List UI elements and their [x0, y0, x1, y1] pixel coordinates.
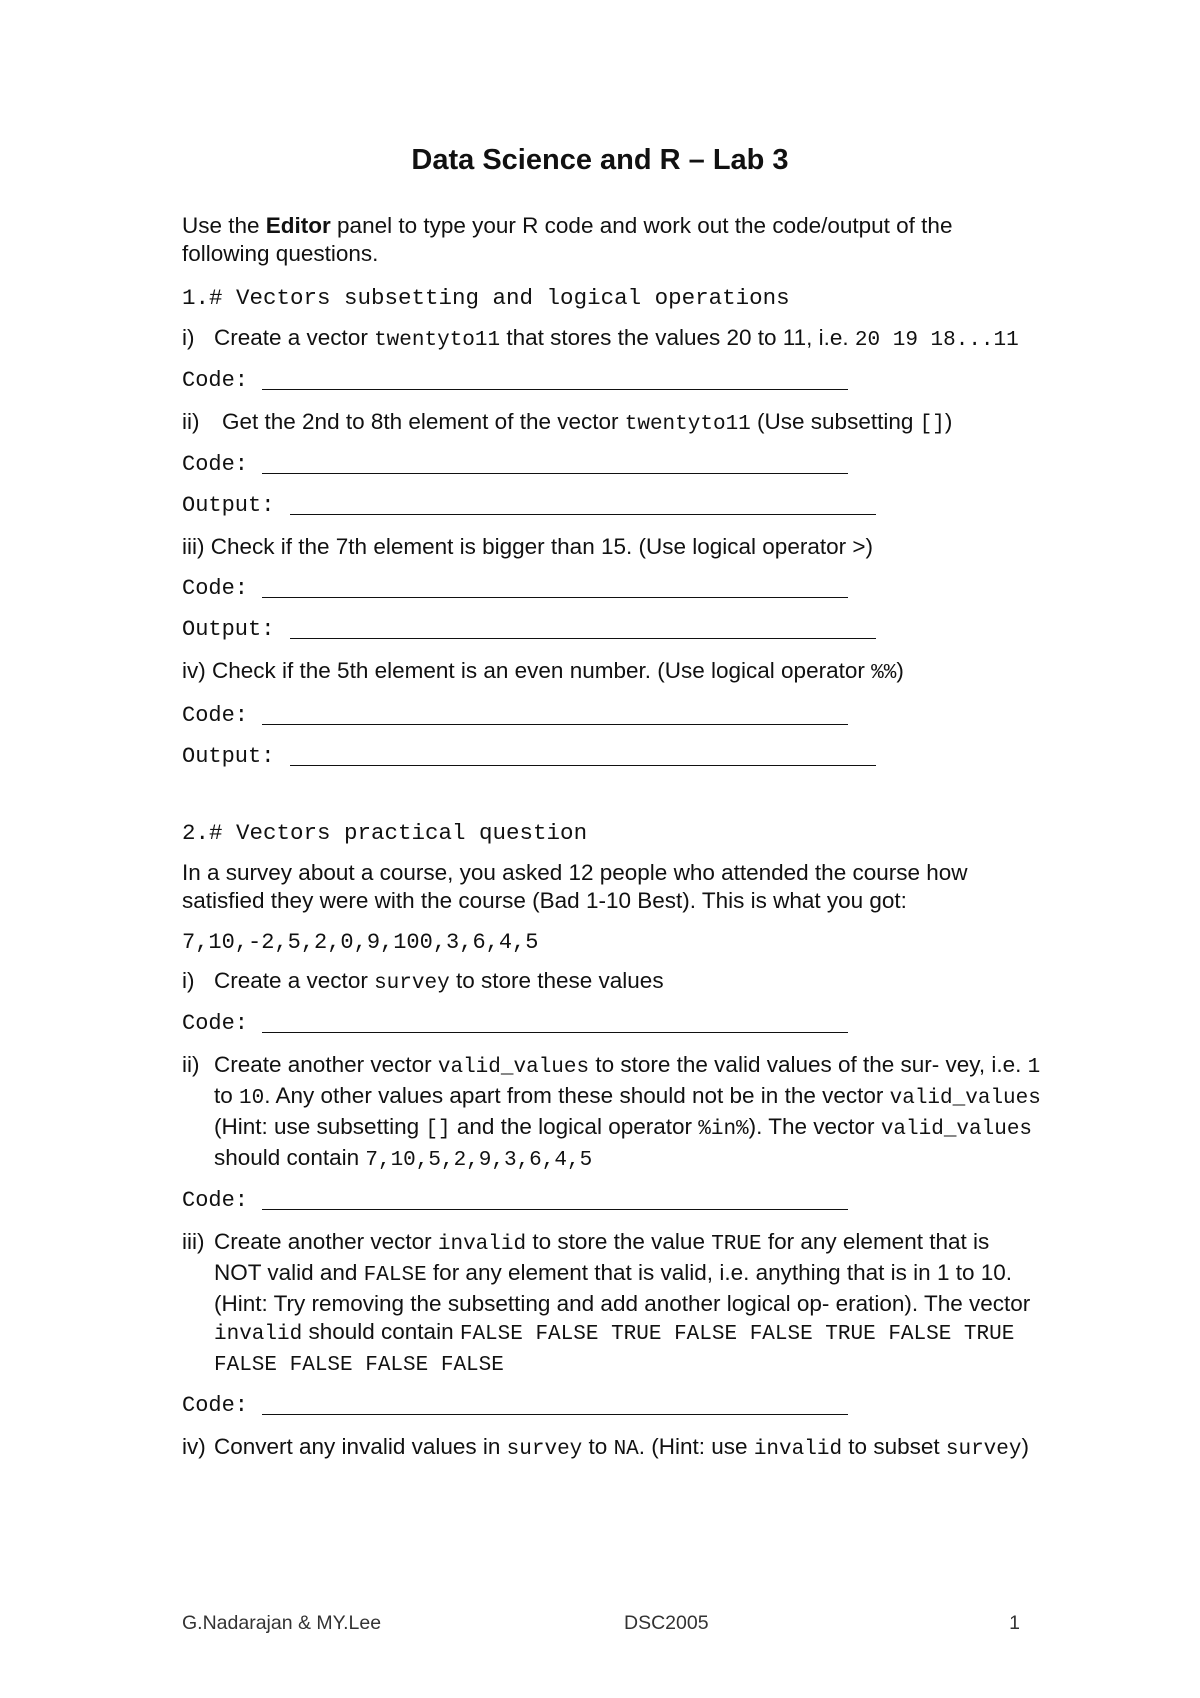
footer-page-number: 1 — [1009, 1612, 1020, 1634]
footer-course: DSC2005 — [624, 1612, 709, 1634]
s1-question-4: iv) Check if the 5th element is an even number. (Use logical operator %%) — [182, 658, 904, 685]
s1-q2-code-answer — [182, 451, 1042, 479]
question-number: i) — [182, 968, 195, 993]
s1-q1-code-answer — [182, 367, 1042, 395]
s1-q3-code-answer — [182, 575, 1042, 603]
s2-question-4 — [182, 1433, 1042, 1464]
code-label: Code: — [182, 1188, 249, 1213]
question-number: iv) — [182, 1434, 206, 1459]
question-number: iii) — [182, 1229, 205, 1254]
answer-line — [262, 724, 848, 725]
answer-line — [262, 1032, 848, 1033]
s1-q2-output-answer — [182, 492, 1042, 520]
s2-q2-code-answer — [182, 1187, 1042, 1215]
output-label: Output: — [182, 493, 275, 518]
question-text: Create a vector twentyto11 that stores the values 20 to 11, i.e. 20 19 18...11 — [214, 325, 1019, 352]
s1-q4-output-answer — [182, 743, 1042, 771]
answer-line — [290, 765, 876, 766]
s2-question-2 — [182, 1051, 1042, 1175]
output-label: Output: — [182, 617, 275, 642]
answer-line — [262, 473, 848, 474]
answer-line — [290, 638, 876, 639]
code-label: Code: — [182, 452, 249, 477]
section-1-heading: 1.# Vectors subsetting and logical operations — [182, 285, 790, 311]
code-label: Code: — [182, 576, 249, 601]
lab-content — [182, 212, 1042, 1476]
question-text: Create another vector valid_values to store the valid values of the sur- vey, i.e. 1 to 10. Any other values apart from these should not be in the vector valid_values (Hint: use subsetting [] and the logical operator %in%). The vector valid_values should contain 7,10,5,2,9,3,6,4,5 — [214, 1052, 1041, 1172]
s1-question-1 — [182, 324, 1042, 355]
code-label: Code: — [182, 368, 249, 393]
s1-question-3: iii) Check if the 7th element is bigger than 15. (Use logical operator >) — [182, 534, 873, 559]
code-label: Code: — [182, 1011, 249, 1036]
answer-line — [262, 1209, 848, 1210]
question-text: Get the 2nd to 8th element of the vector twentyto11 (Use subsetting []) — [222, 409, 953, 436]
s1-q3-output-answer — [182, 616, 1042, 644]
answer-line — [290, 514, 876, 515]
s2-question-1 — [182, 967, 1042, 998]
survey-paragraph: In a survey about a course, you asked 12 people who attended the course how satisfied they were with the course (Bad 1-10 Best). This is what you got: — [182, 860, 968, 913]
s2-q3-code-answer — [182, 1392, 1042, 1420]
survey-values: 7,10,-2,5,2,0,9,100,3,6,4,5 — [182, 930, 539, 955]
code-label: Code: — [182, 703, 249, 728]
intro-text: Use the — [182, 213, 266, 238]
question-text: Create another vector invalid to store the value TRUE for any element that is NOT valid and FALSE for any element that is valid, i.e. anything that is in 1 to 10. (Hint: Try removing the subsetting and add another logical op- eration). The vector invalid should contain FALSE FALSE TRUE FALSE FALSE TRUE FALSE TRUE FALSE FALSE FALSE FALSE — [214, 1229, 1031, 1377]
question-number: ii) — [182, 409, 200, 434]
s2-question-3 — [182, 1228, 1042, 1380]
answer-line — [262, 1414, 848, 1415]
question-text: Convert any invalid values in survey to NA. (Hint: use invalid to subset survey) — [214, 1434, 1029, 1461]
intro-paragraph — [182, 212, 1042, 268]
s1-question-2 — [182, 408, 1042, 439]
footer-authors: G.Nadarajan & MY.Lee — [182, 1612, 382, 1634]
output-label: Output: — [182, 744, 275, 769]
s2-q1-code-answer — [182, 1010, 1042, 1038]
page-title: Data Science and R – Lab 3 — [411, 144, 789, 176]
question-number: i) — [182, 325, 195, 350]
intro-text: panel to type your R code and work out the code/output of the following questions. — [182, 213, 953, 266]
intro-bold: Editor — [265, 213, 331, 238]
question-text: Create a vector survey to store these values — [214, 968, 664, 995]
answer-line — [262, 389, 848, 390]
code-label: Code: — [182, 1393, 249, 1418]
section-2-heading: 2.# Vectors practical question — [182, 820, 588, 846]
answer-line — [262, 597, 848, 598]
question-number: ii) — [182, 1052, 200, 1077]
s1-q4-code-answer — [182, 702, 1042, 730]
